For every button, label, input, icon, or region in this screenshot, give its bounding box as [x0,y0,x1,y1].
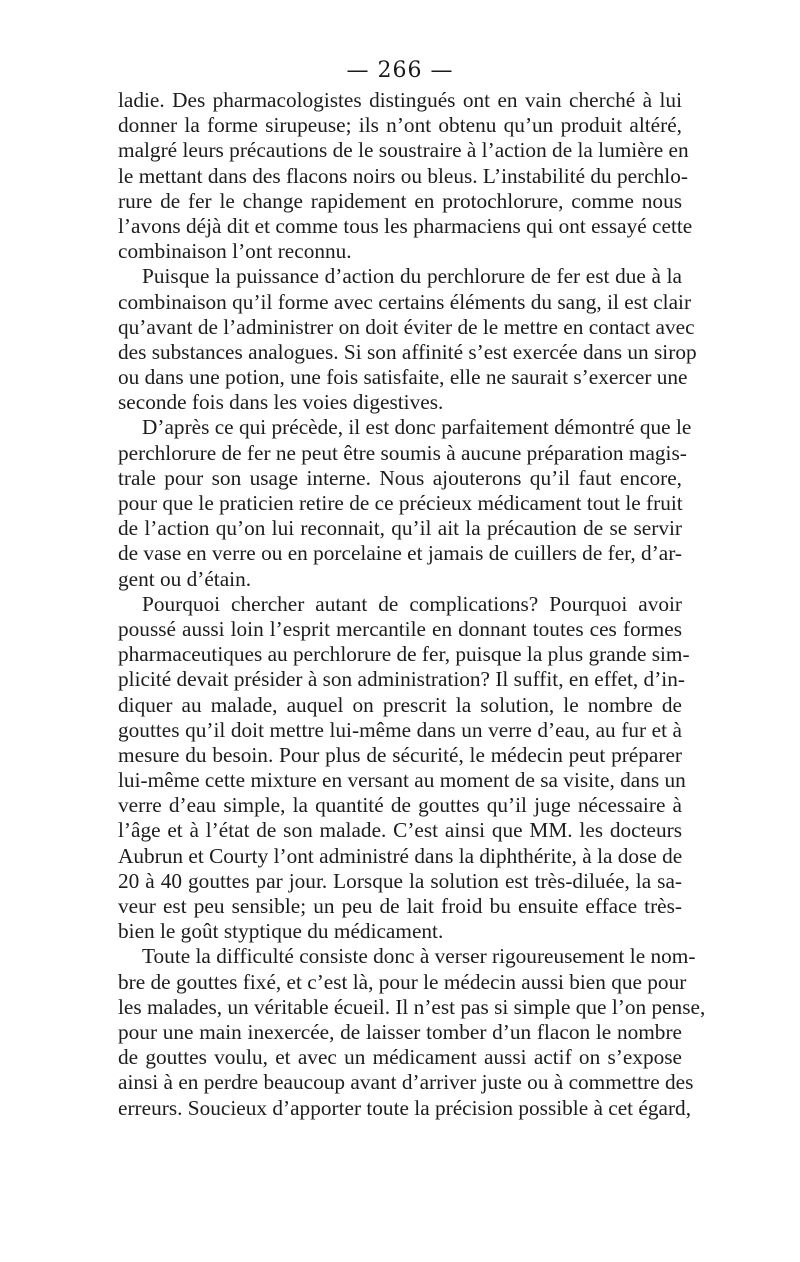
text-line: l’âge et à l’état de son malade. C’est ainsi que MM. les docteurs [118,818,682,843]
text-line: pharmaceutiques au perchlorure de fer, puisque la plus grande sim- [118,642,690,667]
text-line: combinaison qu’il forme avec certains éléments du sang, il est clair [118,289,692,314]
text-line: Aubrun et Courty l’ont administré dans la diphthérite, à la dose de [118,843,683,868]
text-line: diquer au malade, auquel on prescrit la solution, le nombre de [118,692,682,717]
paragraph [118,591,690,945]
text-line: l’avons déjà dit et comme tous les pharmaciens qui ont essayé cette [118,213,693,238]
text-line: de vase en verre ou en porcelaine et jamais de cuillers de fer, d’ar- [118,541,682,566]
text-line: les malades, un véritable écueil. Il n’est pas si simple que l’on pense, [118,994,706,1019]
text-line: seconde fois dans les voies digestives. [118,390,444,415]
text-line: verre d’eau simple, la quantité de gouttes qu’il juge nécessaire à [118,793,682,818]
paragraph [118,88,693,264]
text-line: ladie. Des pharmacologistes distingués ont en vain cherché à lui [118,88,682,112]
text-line: poussé aussi loin l’esprit mercantile en donnant toutes ces formes [118,616,682,641]
text-line: pour une main inexercée, de laisser tomber d’un flacon le nombre [118,1019,682,1044]
text-line: pour que le praticien retire de ce précieux médicament tout le fruit [118,491,683,515]
text-line: rure de fer le change rapidement en protochlorure, comme nous [118,188,682,213]
text-line: combinaison l’ont reconnu. [118,239,352,264]
paragraph [118,415,692,591]
text-line: donner la forme sirupeuse; ils n’ont obtenu qu’un produit altéré, [118,113,682,138]
text-line: gouttes qu’il doit mettre lui-même dans un verre d’eau, au fur et à [118,717,682,742]
text-line: 20 à 40 gouttes par jour. Lorsque la solution est très-diluée, la sa- [118,868,682,893]
text-line: malgré leurs précautions de le soustraire à l’action de la lumière en [118,138,689,163]
text-line: bien le goût styptique du médicament. [118,919,444,944]
text-line: plicité devait présider à son administration? Il suffit, en effet, d’in- [118,667,685,692]
page-number: — 266 — [346,58,454,83]
text-line: qu’avant de l’administrer on doit éviter de le mettre en contact avec [118,314,695,339]
text-line: ainsi à en perdre beaucoup avant d’arriver juste ou à commettre des [118,1070,694,1095]
text-line: trale pour son usage interne. Nous ajouterons qu’il faut encore, [118,465,682,490]
text-line: des substances analogues. Si son affinité s’est exercée dans un sirop [118,339,697,364]
paragraph [118,264,697,415]
text-line: Toute la difficulté consiste donc à verser rigoureusement le nom- [142,944,696,969]
text-line: bre de gouttes fixé, et c’est là, pour le médecin aussi bien que pour [118,969,687,994]
text-line: le mettant dans des flacons noirs ou bleus. L’instabilité du perchlo- [118,163,688,188]
text-line: Pourquoi chercher autant de complications? Pourquoi avoir [142,591,682,616]
text-line: perchlorure de fer ne peut être soumis à aucune préparation magis- [118,440,687,465]
text-line: de l’action qu’on lui reconnait, qu’il ait la précaution de se servir [118,516,682,541]
text-line: veur est peu sensible; un peu de lait froid bu ensuite efface très- [118,894,682,918]
text-line: gent ou d’étain. [118,566,252,591]
text-line: ou dans une potion, une fois satisfaite, elle ne saurait s’exercer une [118,365,688,390]
text-line: erreurs. Soucieux d’apporter toute la précision possible à cet égard, [118,1095,692,1120]
paragraph [118,944,706,1120]
text-line: mesure du besoin. Pour plus de sécurité, le médecin peut préparer [118,742,682,767]
text-line: de gouttes voulu, et avec un médicament aussi actif on s’expose [118,1045,682,1070]
text-line: D’après ce qui précède, il est donc parfaitement démontré que le [142,415,692,440]
text-line: lui-même cette mixture en versant au moment de sa visite, dans un [118,768,686,793]
text-line: Puisque la puissance d’action du perchlorure de fer est due à la [142,264,682,289]
body-text [118,88,706,1121]
